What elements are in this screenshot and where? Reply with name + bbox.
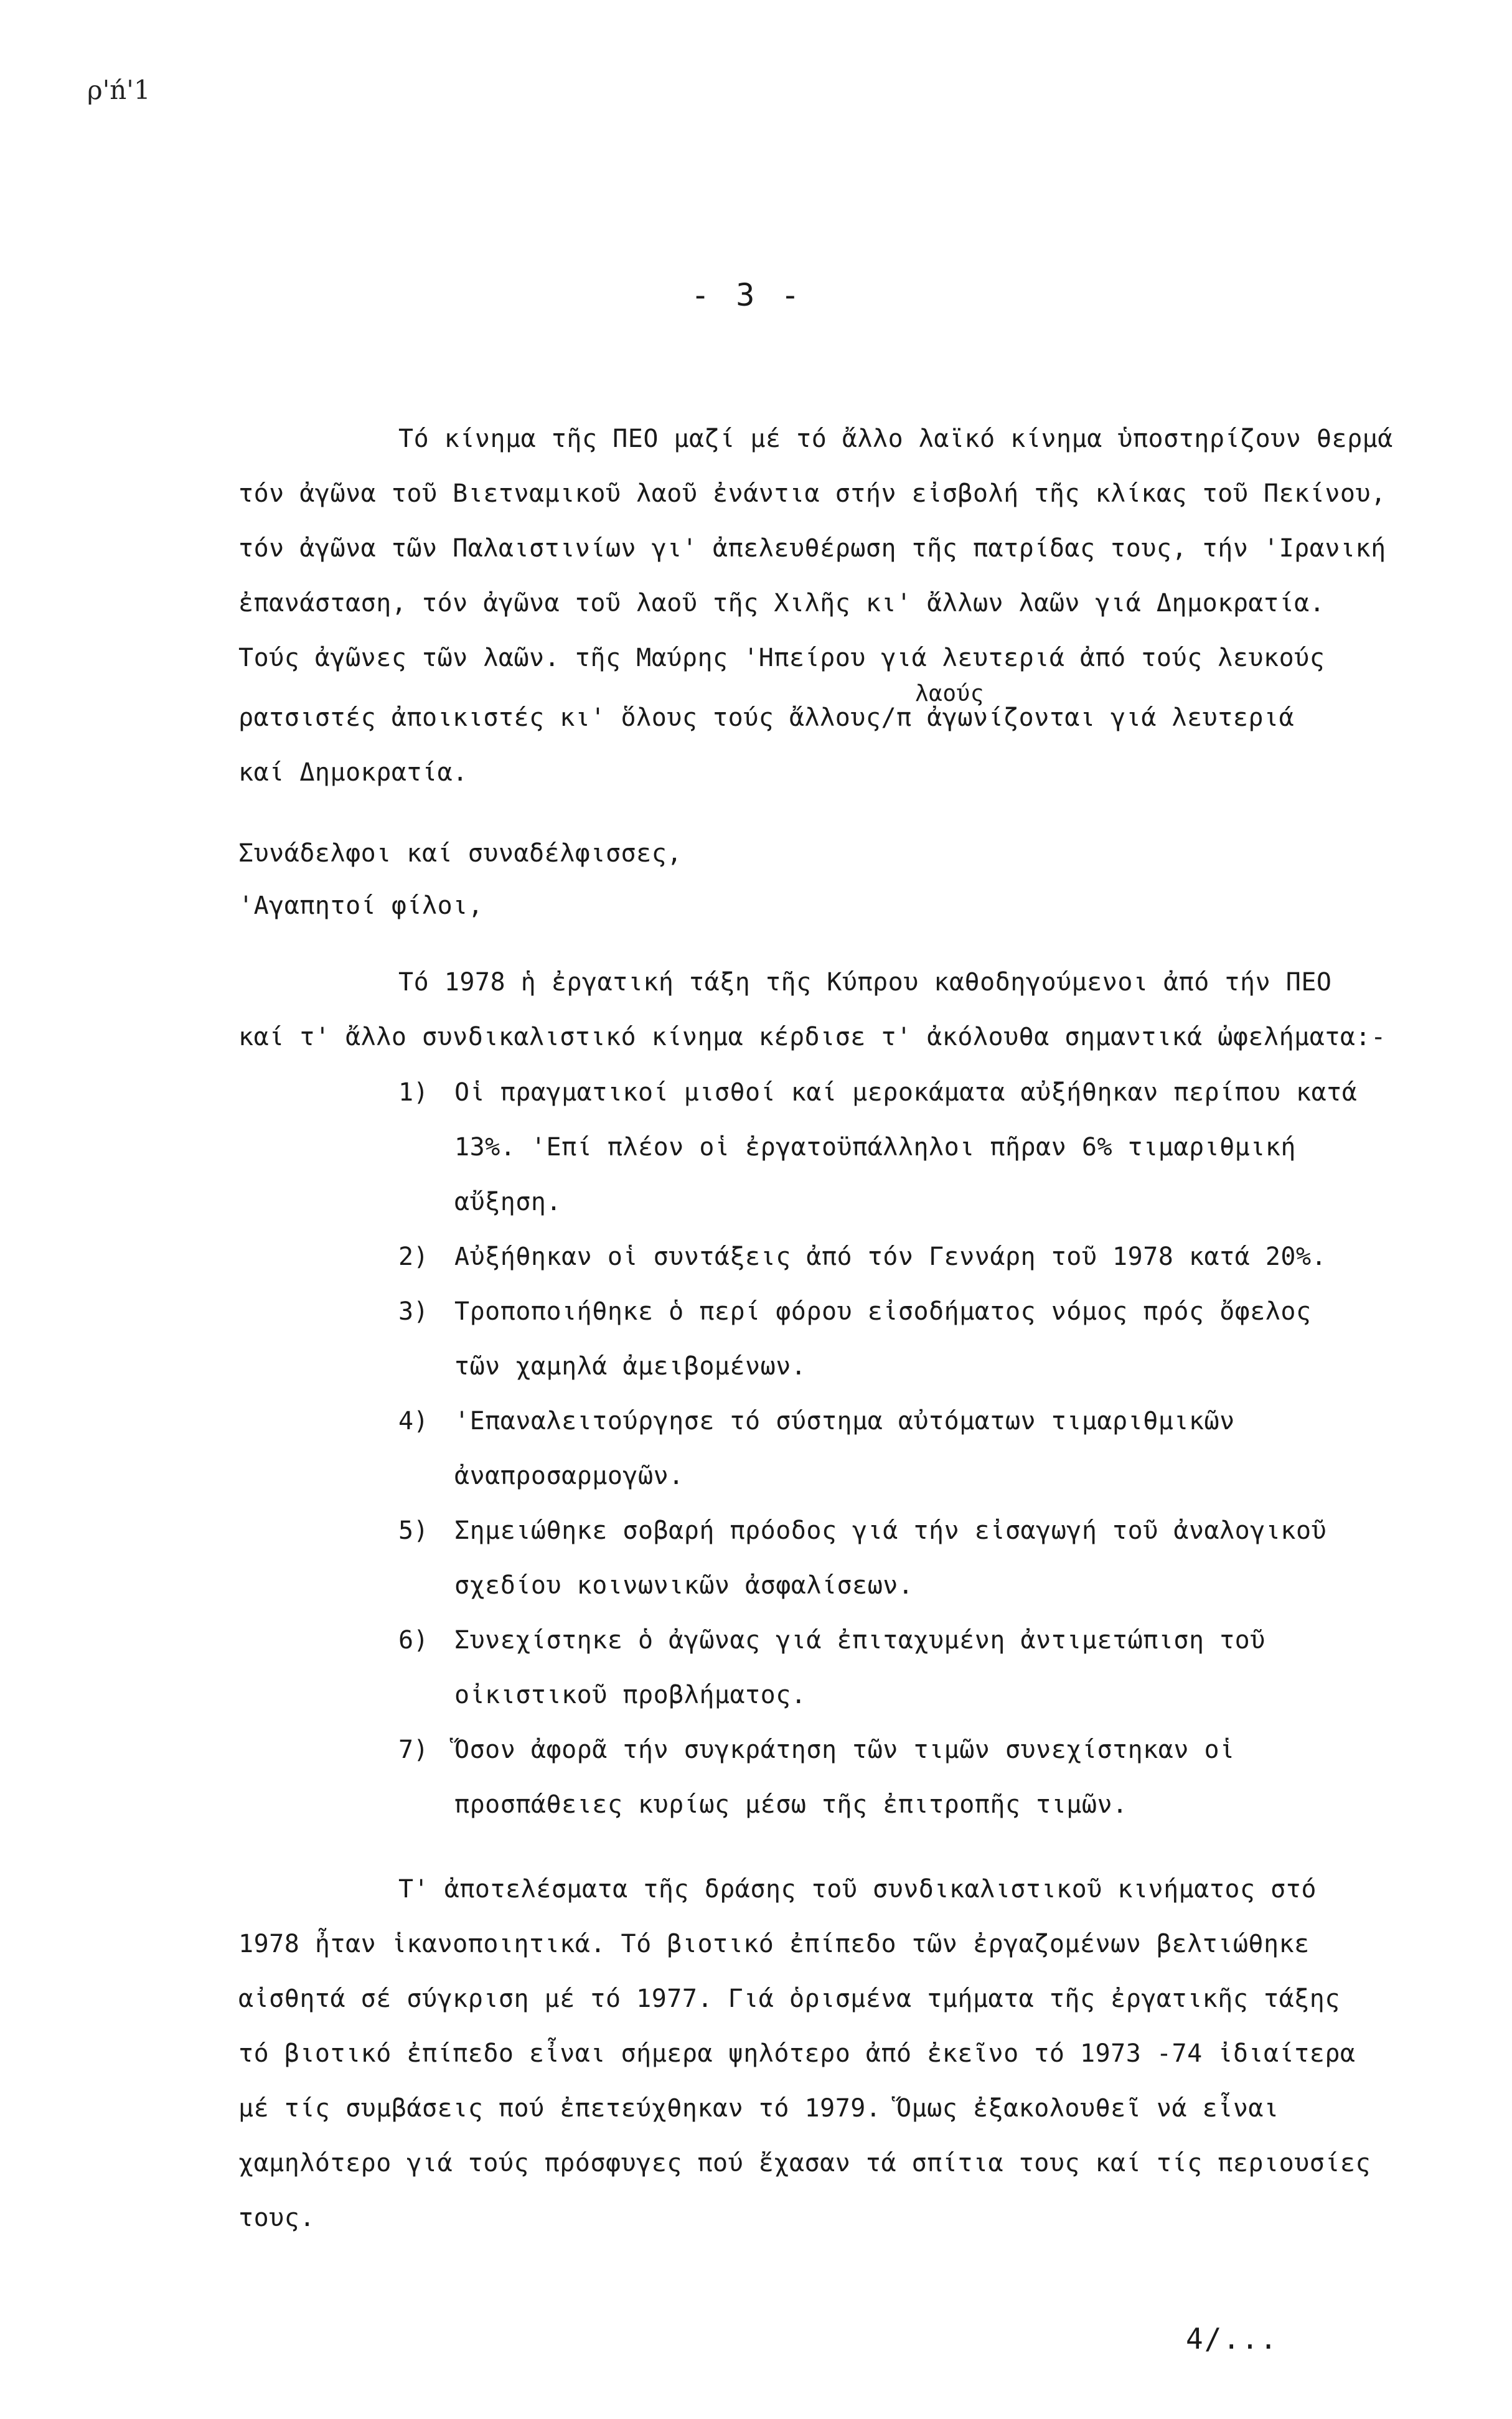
text-line: Αὐξήθηκαν οἱ συντάξεις ἀπό τόν Γεννάρη τοῦ 1978 κατά 20%. [454, 1242, 1327, 1271]
text-line: τό βιοτικό ἐπίπεδο εἶναι σήμερα ψηλότερο ἀπό ἐκεῖνο τό 1973 -74 ἰδιαίτερα [238, 2039, 1356, 2068]
text-line: ἐπανάσταση, τόν ἀγῶνα τοῦ λαοῦ τῆς Χιλῆς κι' ἄλλων λαῶν γιά Δημοκρατία. [238, 589, 1325, 618]
text-line: Τό 1978 ἡ ἐργατική τάξη τῆς Κύπρου καθοδηγούμενοι ἀπό τήν ΠΕΟ [398, 968, 1332, 997]
text-line: Οἱ πραγματικοί μισθοί καί μεροκάματα αὐξήθηκαν περίπου κατά [454, 1078, 1358, 1107]
text-line: αἰσθητά σέ σύγκριση μέ τό 1977. Γιά ὁρισμένα τμήματα τῆς ἐργατικῆς τάξης [238, 1985, 1340, 2013]
item-number: 1) [398, 1078, 429, 1107]
text-line: Τ' ἀποτελέσματα τῆς δράσης τοῦ συνδικαλιστικοῦ κινήματος στό [398, 1875, 1317, 1904]
text-line: Τροποποιήθηκε ὁ περί φόρου εἰσοδήματος νόμος πρός ὄφελος [454, 1297, 1312, 1326]
page-number: - 3 - [691, 277, 804, 313]
text-line: Ὅσον ἀφορᾶ τήν συγκράτηση τῶν τιμῶν συνεχίστηκαν οἱ [454, 1736, 1235, 1764]
item-number: 5) [398, 1516, 429, 1545]
text-line: ρατσιστές ἀποικιστές κι' ὅλους τούς ἄλλους/π ἀγωνίζονται γιά λευτεριά [238, 703, 1295, 732]
text-line: οἰκιστικοῦ προβλήματος. [454, 1681, 807, 1709]
text-line: 'Αγαπητοί φίλοι, [238, 891, 484, 920]
text-line: Τό κίνημα τῆς ΠΕΟ μαζί μέ τό ἄλλο λαϊκό κίνημα ὑποστηρίζουν θερμά [398, 425, 1393, 453]
text-line: 'Επαναλειτούργησε τό σύστημα αὐτόματων τιμαριθμικῶν [454, 1407, 1235, 1435]
text-line: μέ τίς συμβάσεις πού ἐπετεύχθηκαν τό 1979. Ὅμως ἐξακολουθεῖ νά εἶναι [238, 2094, 1279, 2123]
page-continuation: 4/... [1186, 2322, 1279, 2356]
item-number: 3) [398, 1297, 429, 1326]
text-line: Σημειώθηκε σοβαρή πρόοδος γιά τήν εἰσαγωγή τοῦ ἀναλογικοῦ [454, 1516, 1327, 1545]
item-number: 4) [398, 1407, 429, 1435]
text-line: Συνάδελφοι καί συναδέλφισσες, [238, 839, 682, 868]
item-number: 2) [398, 1242, 429, 1271]
text-line: τόν ἀγῶνα τῶν Παλαιστινίων γι' ἀπελευθέρωση τῆς πατρίδας τους, τήν 'Ιρανική [238, 534, 1386, 563]
text-line: καί τ' ἄλλο συνδικαλιστικό κίνημα κέρδισε τ' ἀκόλουθα σημαντικά ὠφελήματα:- [238, 1023, 1386, 1051]
text-line: τῶν χαμηλά ἀμειβομένων. [454, 1352, 807, 1381]
text-line: 13%. 'Επί πλέον οἱ ἐργατοϋπάλληλοι πῆραν 6% τιμαριθμική [454, 1133, 1297, 1162]
text-line: σχεδίου κοινωνικῶν ἀσφαλίσεων. [454, 1571, 914, 1600]
text-line: καί Δημοκρατία. [238, 758, 468, 787]
text-line: τόν ἀγῶνα τοῦ Βιετναμικοῦ λαοῦ ἐνάντια στήν εἰσβολή τῆς κλίκας τοῦ Πεκίνου, [238, 479, 1386, 508]
handwritten-corner-mark: ρ'ń'1 [87, 75, 151, 105]
text-line: αὔξηση. [454, 1188, 562, 1216]
text-line: τους. [238, 2204, 315, 2232]
text-line: Τούς ἀγῶνες τῶν λαῶν. τῆς Μαύρης 'Ηπείρου γιά λευτεριά ἀπό τούς λευκούς [238, 644, 1325, 672]
item-number: 6) [398, 1626, 429, 1655]
item-number: 7) [398, 1736, 429, 1764]
text-line: χαμηλότερο γιά τούς πρόσφυγες πού ἔχασαν τά σπίτια τους καί τίς περιουσίες [238, 2149, 1371, 2177]
text-line: ἀναπροσαρμογῶν. [454, 1462, 684, 1490]
inserted-word: λαούς [915, 681, 984, 707]
text-line: Συνεχίστηκε ὁ ἀγῶνας γιά ἐπιταχυμένη ἀντιμετώπιση τοῦ [454, 1626, 1265, 1655]
text-line: 1978 ἦταν ἱκανοποιητικά. Τό βιοτικό ἐπίπεδο τῶν ἐργαζομένων βελτιώθηκε [238, 1930, 1310, 1958]
text-line: προσπάθειες κυρίως μέσω τῆς ἐπιτροπῆς τιμῶν. [454, 1790, 1128, 1819]
